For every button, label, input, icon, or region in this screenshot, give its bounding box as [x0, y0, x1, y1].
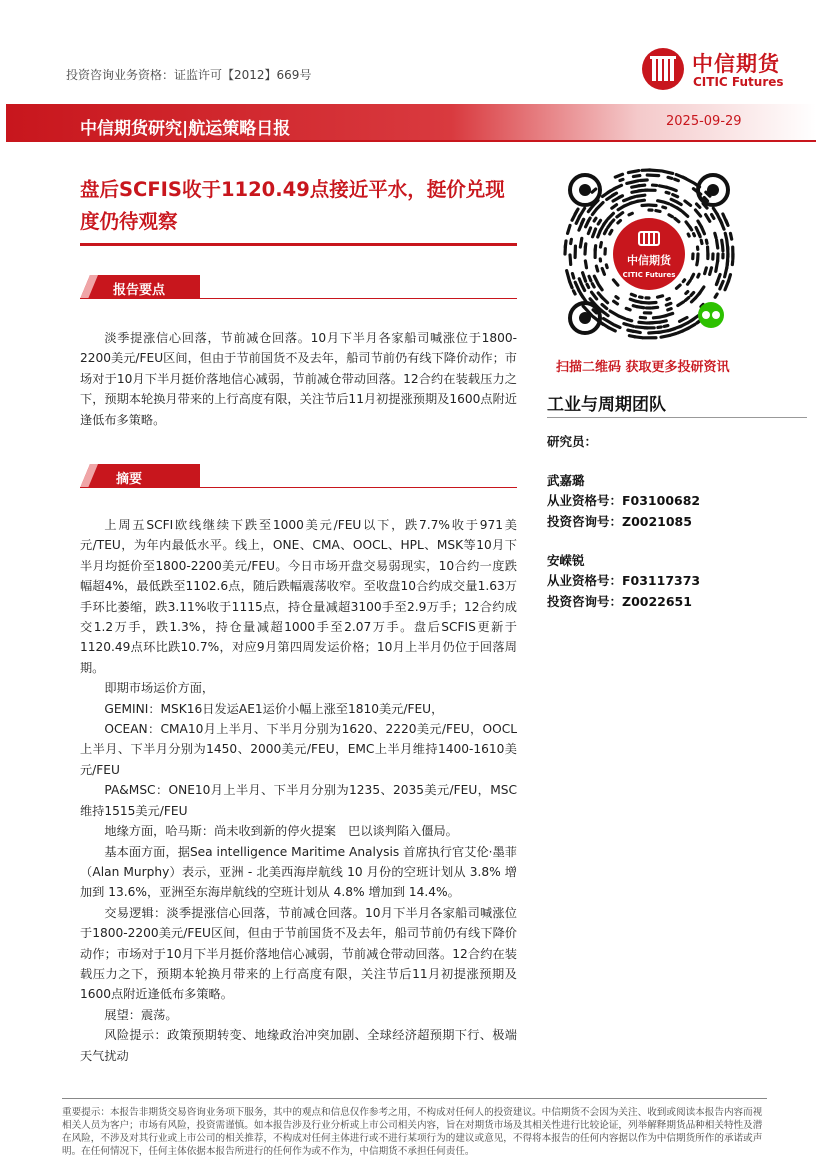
banner-title: 中信期货研究|航运策略日报	[80, 119, 291, 139]
qr-dot	[715, 294, 717, 297]
qr-dot	[582, 286, 585, 291]
qr-dot	[610, 230, 612, 234]
qr-dot	[664, 326, 668, 327]
qr-dot	[571, 239, 572, 243]
qr-dot	[673, 195, 678, 197]
researcher-block	[547, 551, 700, 612]
qr-dot	[604, 220, 607, 224]
researcher-cert: 从业资格号：F03100682	[547, 493, 701, 509]
qr-dot	[589, 276, 591, 281]
qr-dot	[581, 219, 583, 223]
qr-dot	[613, 280, 617, 285]
qr-dot	[690, 228, 691, 230]
qr-dot	[705, 268, 707, 274]
researcher-name: 安嵘锐	[547, 553, 585, 568]
qr-dot	[697, 261, 698, 265]
qr-dot	[568, 225, 570, 233]
summary-paragraph: 基本面方面，据Sea intelligence Maritime Analysis 首席执行官艾伦·墨菲（Alan Murphy）表示，亚洲 - 北美西海岸航线 10 月份的空班计划从 3.8% 增加到 13.6%，亚洲至东海岸航线的空班计划从 4.8% 增加到 14.4%。	[80, 844, 517, 900]
qr-dot	[595, 246, 596, 251]
qr-dot	[604, 230, 606, 234]
qr-dot	[624, 324, 627, 325]
qr-dot	[726, 220, 727, 223]
qr-dot	[685, 298, 688, 301]
qr-dot	[691, 293, 694, 296]
qr-dot	[579, 279, 581, 285]
qr-dot	[614, 185, 621, 188]
key-points-body	[80, 328, 517, 430]
qr-dot	[678, 302, 684, 306]
qr-dot	[663, 207, 666, 208]
qr-dot	[615, 325, 620, 327]
qr-dot	[633, 176, 639, 177]
qr-dot	[730, 233, 731, 239]
qr-dot	[579, 208, 584, 217]
qr-dot	[628, 330, 634, 331]
logo-name-en: CITIC Futures	[693, 75, 784, 89]
qr-dot	[628, 171, 638, 173]
qr-dot	[592, 210, 596, 215]
qr-dot	[664, 202, 668, 204]
qr-dot	[589, 218, 590, 221]
qr-dot	[575, 282, 579, 291]
headline-divider	[80, 243, 517, 246]
qr-dot	[668, 177, 672, 178]
report-banner	[6, 104, 816, 142]
qr-dot	[683, 212, 688, 217]
qr-dot	[710, 268, 712, 275]
qr-dot	[612, 220, 614, 222]
summary-paragraph: 即期市场运价方面，	[104, 681, 215, 696]
qr-dot	[614, 301, 618, 304]
qr-dot	[712, 215, 714, 219]
section-underline	[80, 487, 517, 488]
qr-dot	[673, 189, 676, 190]
researcher-name: 武嘉璐	[547, 473, 585, 488]
qr-dot	[567, 271, 570, 282]
qr-dot	[698, 274, 699, 277]
qr-dot	[592, 284, 594, 287]
qr-dot	[606, 265, 607, 268]
summary-paragraph: GEMINI：MSK16日发运AE1运价小幅上涨至1810美元/FEU，	[104, 701, 444, 716]
qr-dot	[653, 317, 659, 318]
qr-dot	[588, 228, 590, 234]
qr-dot	[627, 319, 632, 320]
qr-caption: 扫描二维码 获取更多投研资讯	[556, 360, 730, 375]
qr-finder-dot	[579, 312, 591, 324]
qr-dot	[692, 298, 696, 302]
qr-dot	[656, 211, 660, 212]
summary-label: 摘要	[116, 472, 143, 487]
citic-futures-logo	[640, 44, 810, 96]
qr-dot	[580, 238, 581, 247]
qr-finder-dot	[579, 184, 591, 196]
qr-dot	[585, 261, 586, 268]
qr-dot	[686, 292, 688, 294]
qr-dot	[725, 281, 728, 289]
qr-dot	[725, 233, 726, 239]
citic-logo-icon	[640, 46, 686, 92]
qr-dot	[720, 220, 724, 229]
summary-paragraph: 展望：震荡。	[104, 1007, 178, 1022]
qr-dot	[695, 210, 700, 216]
wechat-qr-code[interactable]	[563, 168, 735, 340]
key-points-header	[80, 275, 517, 299]
qr-dot	[675, 179, 679, 180]
qr-dot	[627, 181, 638, 184]
qr-dot	[617, 213, 623, 217]
qr-dot	[615, 174, 622, 177]
qr-dot	[618, 221, 621, 223]
qr-dot	[666, 187, 671, 189]
qr-dot	[602, 305, 607, 309]
qr-dot	[633, 306, 637, 307]
summary-paragraph: 风险提示：政策预期转变、地缘政治冲突加剧、全球经济超预期下行、极端天气扰动	[80, 1028, 517, 1063]
summary-paragraph: 上周五SCFI欧线继续下跌至1000美元/FEU以下，跌7.7%收于971美元/TEU，为年内最低水平。线上，ONE、CMA、OOCL、HPL、MSK等10月下半月均挺价至1800-2200美元/FEU。今日市场开盘交易弱现实，10合约一度跌幅超4%，最低跌至1102.6点，随后跌幅震荡收窄。至收盘10合约成交量1.63万手环比萎缩，跌3.11%收于1115点，持仓量减超3100手至2.9万手；12合约成交1.2万手，跌1.3%，持仓量减超1000手至2.07万手。盘后SCFIS更新于1120.49点环比跌10.7%，对应9月第四周发运价格；10月上半月仍位于回落周期。	[80, 518, 517, 675]
qr-dot	[715, 233, 716, 238]
qr-dot	[691, 274, 693, 278]
qr-dot	[716, 261, 718, 271]
qr-dot	[613, 193, 617, 195]
qr-dot	[626, 308, 630, 309]
qr-dot	[658, 201, 664, 202]
section-underline	[80, 298, 517, 299]
qr-dot	[593, 229, 596, 237]
qr-dot	[636, 327, 647, 328]
qr-dot	[676, 285, 680, 288]
qr-dot	[649, 332, 661, 333]
qr-dot	[637, 200, 644, 201]
footer-divider	[62, 1098, 767, 1099]
qr-dot	[583, 273, 586, 282]
key-points-label: 报告要点	[113, 283, 166, 298]
qr-dot	[683, 177, 694, 183]
qr-dot	[570, 255, 571, 264]
qr-dot	[717, 240, 718, 248]
qr-dot	[667, 299, 670, 300]
report-headline: 盘后SCFIS收于1120.49点接近平水，挺价兑现度仍待观察	[80, 178, 505, 233]
qr-dot	[619, 316, 625, 318]
qr-dot	[669, 215, 672, 217]
qr-dot	[565, 241, 566, 247]
qr-dot	[587, 284, 589, 287]
key-points-paragraph: 淡季提涨信心回落，节前减仓回落。10月下半月各家船司喊涨位于1800-2200美元/FEU区间，但由于节前国货不及去年，船司节前仍有线下降价动作；市场对于10月下半月挺价落地信心减弱，节前减仓带动回落。12合约在装载压力之下，预期本轮换月带来的上行高度有限，关注节后11月初提涨预期及1600点附近逢低布多策略。	[80, 331, 517, 427]
qr-dot	[592, 189, 596, 192]
qr-dot	[596, 266, 597, 271]
researcher-cert: 从业资格号：F03117373	[547, 573, 701, 589]
qr-dot	[701, 240, 702, 243]
qr-dot	[629, 336, 635, 337]
qr-dot	[575, 209, 578, 214]
qr-dot	[572, 274, 573, 278]
qr-center-en: CITIC Futures	[622, 271, 676, 279]
qr-dot	[722, 240, 723, 246]
qr-dot	[616, 297, 618, 299]
qr-dot	[608, 213, 614, 219]
qr-dot	[688, 280, 691, 284]
summary-paragraph: PA&MSC：ONE10月上半月、下半月分别为1235、2035美元/FEU，MSC维持1515美元/FEU	[80, 783, 517, 818]
qr-dot	[677, 202, 681, 204]
qr-dot	[630, 299, 635, 301]
qr-dot	[666, 303, 671, 305]
qr-dot	[647, 175, 658, 176]
qr-dot	[694, 234, 695, 236]
qr-dot	[630, 197, 635, 198]
qr-dot	[629, 213, 632, 215]
researcher-advisory: 投资咨询号：Z0021085	[547, 513, 692, 529]
qr-dot	[594, 218, 596, 221]
qr-dot	[725, 268, 727, 277]
qr-center-cn: 中信期货	[627, 254, 671, 267]
qr-dot	[637, 195, 645, 196]
license-text: 投资咨询业务资格：证监许可【2012】669号	[66, 68, 312, 82]
qr-dot	[660, 316, 666, 317]
qr-dot	[619, 196, 622, 198]
qr-dot	[653, 307, 658, 308]
logo-name-cn: 中信期货	[692, 52, 780, 76]
qr-code-image	[563, 168, 735, 340]
qr-dot	[631, 294, 635, 296]
researchers-label: 研究员：	[547, 434, 598, 449]
qr-dot	[573, 291, 575, 294]
qr-dot	[688, 234, 689, 236]
qr-dot	[685, 201, 691, 205]
qr-dot	[697, 204, 700, 207]
summary-paragraph: OCEAN：CMA10月上半月、下半月分别为1620、2220美元/FEU，OOCL上半月、下半月分别为1450、2000美元/FEU，EMC上半月维持1400-1610美元/FEU	[80, 722, 517, 777]
qr-dot	[598, 293, 602, 298]
qr-dot	[597, 203, 603, 209]
qr-dot	[680, 317, 687, 321]
qr-dot	[678, 331, 683, 333]
qr-dot	[706, 215, 710, 222]
qr-dot	[717, 281, 718, 284]
summary-paragraph: 交易逻辑：淡季提涨信心回落，节前减仓回落。10月下半月各家船司喊涨位于1800-2200美元/FEU区间，但由于节前国货不及去年，船司节前仍有线下降价动作；市场对于10月下半月挺价落地信心减弱，节前减仓带动回落。12合约在装载压力之下，预期本轮换月带来的上行高度有限，关注节后11月初提涨预期及1600点附近逢低布多策略。	[80, 905, 517, 1002]
disclaimer-text: 重要提示：本报告非期货交易咨询业务项下服务，其中的观点和信息仅作参考之用，不构成对任何人的投资建议。中信期货不会因为关注、收到或阅读本报告内容而视相关人员为客户；市场有风险，投资需谨慎。如本报告涉及行业分析或上市公司相关内容，旨在对期货市场及其相关性进行比较论证，列举解释期货品种相关特性及潜在风险，不涉及对其行业或上市公司的相关推荐，不构成对任何主体进行或不进行某项行为的建议或意见，不得将本报告的任何内容据以作为中信期货所作的承诺或声明。在任何情况下，任何主体依据本报告所进行的任何作为或不作为，中信期货不承担任何责任。	[62, 1107, 763, 1157]
qr-dot	[675, 218, 679, 221]
qr-dot	[592, 292, 597, 299]
team-divider	[547, 417, 807, 418]
qr-dot	[699, 234, 700, 237]
researcher-advisory: 投资咨询号：Z0022651	[547, 593, 692, 609]
qr-dot	[612, 205, 617, 208]
qr-dot	[608, 223, 611, 227]
qr-dot	[610, 311, 619, 316]
qr-dot	[661, 335, 670, 337]
qr-dot	[663, 171, 673, 173]
qr-dot	[598, 220, 600, 224]
qr-dot	[668, 309, 671, 310]
qr-dot	[706, 240, 707, 243]
qr-dot	[658, 296, 663, 297]
qr-dot	[639, 185, 645, 186]
qr-dot	[600, 243, 601, 247]
qr-dot	[594, 276, 598, 284]
summary-paragraph: 地缘方面，哈马斯：尚未收到新的停火提案 巴以谈判陷入僵局。	[104, 824, 458, 839]
qr-dot	[599, 285, 602, 290]
qr-finder-dot	[707, 184, 719, 196]
qr-dot	[639, 322, 646, 323]
qr-dot	[649, 170, 662, 171]
qr-dot	[720, 281, 723, 289]
qr-dot	[666, 192, 669, 193]
researcher-block	[547, 471, 700, 532]
qr-dot	[683, 280, 684, 282]
report-date: 2025-09-29	[666, 114, 742, 129]
qr-dot	[620, 179, 623, 180]
qr-dot	[602, 268, 604, 274]
summary-body	[80, 515, 517, 1066]
qr-dot	[649, 205, 656, 206]
summary-header	[80, 464, 517, 488]
qr-dot	[701, 227, 704, 234]
team-name: 工业与周期团队	[547, 395, 666, 415]
qr-dot	[677, 208, 681, 211]
